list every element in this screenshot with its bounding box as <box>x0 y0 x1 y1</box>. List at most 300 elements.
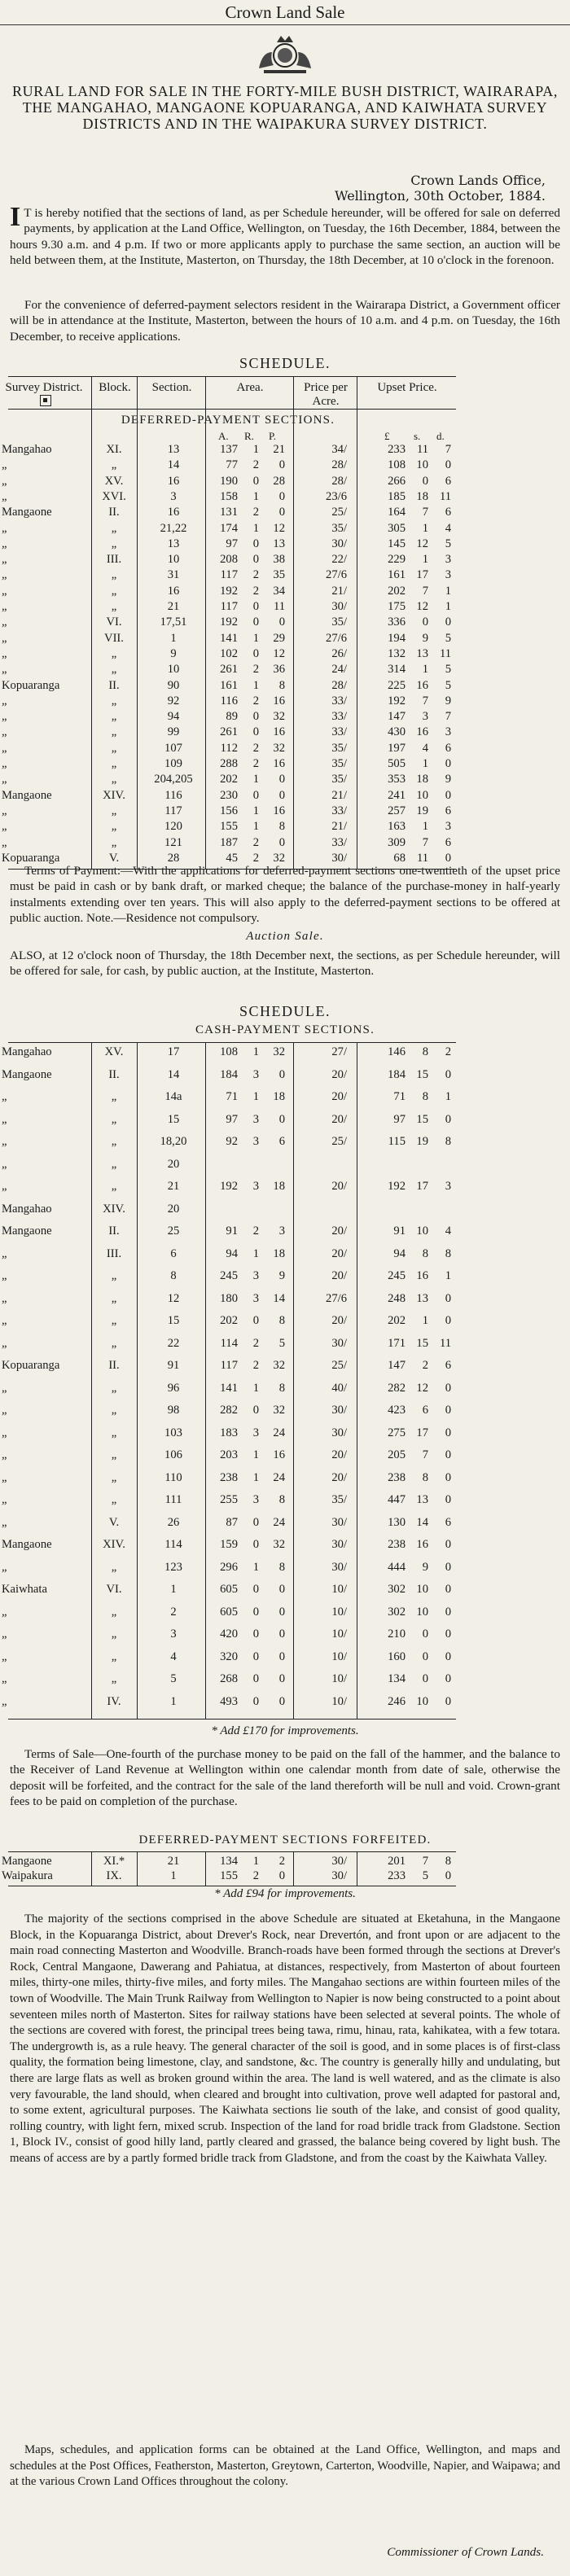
table-cell: 14 <box>273 1291 285 1305</box>
table-cell: 21 <box>167 1180 180 1193</box>
table-cell: „ <box>2 663 7 677</box>
table-row <box>0 694 570 708</box>
table-cell: 0 <box>252 646 259 660</box>
table-cell: „ <box>2 835 7 849</box>
table-cell: 30/ <box>331 1855 347 1868</box>
table-cell: 3 <box>445 1180 451 1193</box>
table-cell: „ <box>2 725 7 739</box>
table-cell: 13 <box>416 1493 428 1506</box>
table-cell: 1 <box>170 1583 177 1596</box>
table-row <box>0 1158 570 1172</box>
table-cell: 1 <box>422 757 428 770</box>
table-cell: 336 <box>388 616 406 629</box>
table-row <box>0 553 570 567</box>
table-cell: 6 <box>445 506 451 519</box>
table-row <box>0 1090 570 1104</box>
table-cell: V. <box>108 851 120 865</box>
table-cell: „ <box>2 773 7 786</box>
table-cell: 5 <box>445 631 451 645</box>
table-cell: 493 <box>220 1694 238 1708</box>
table-cell: 171 <box>388 1336 406 1350</box>
table-cell: 17 <box>167 1045 180 1058</box>
table-cell: 161 <box>220 678 238 692</box>
unit-label: d. <box>436 430 445 442</box>
table-cell: „ <box>2 710 7 724</box>
table-cell: 6 <box>445 1515 451 1529</box>
unit-label: A. <box>218 430 229 442</box>
table-cell: 8 <box>422 1045 428 1058</box>
table-cell: 203 <box>220 1448 238 1461</box>
table-cell: „ <box>111 521 117 535</box>
column-divider <box>91 1851 92 1886</box>
table-cell: 32 <box>273 851 285 865</box>
table-cell: 2 <box>252 568 259 582</box>
table-cell: 210 <box>388 1628 406 1641</box>
advert-headline: RURAL LAND FOR SALE IN THE FORTY-MILE BUSH DISTRICT, WAIRARAPA, THE MANGAHAO, MANGAONE KOPUARANGA, AND KAIWHATA SURVEY DISTRICTS AND IN THE WAIPAKURA SURVEY DISTRICT. <box>12 83 558 132</box>
table-cell: 8 <box>278 678 285 692</box>
table-row <box>0 663 570 677</box>
table-cell: 12 <box>273 521 285 535</box>
table-cell: „ <box>111 1336 117 1350</box>
table-cell: 309 <box>388 835 406 849</box>
table-row <box>0 616 570 629</box>
table-cell: „ <box>2 1672 7 1685</box>
table-cell: 116 <box>220 694 238 708</box>
table-cell: 3 <box>252 1112 259 1126</box>
table-cell: 6 <box>445 741 451 755</box>
table-cell: 0 <box>252 1672 259 1685</box>
table-row <box>0 1180 570 1194</box>
table-cell: XV. <box>104 1045 124 1058</box>
column-divider <box>91 376 92 869</box>
table-cell: 99 <box>167 725 180 739</box>
table-cell: 8 <box>422 1246 428 1260</box>
table-cell: 5 <box>422 1869 428 1882</box>
table-cell: 24 <box>273 1515 285 1529</box>
table-row <box>0 1045 570 1059</box>
table-cell: „ <box>111 710 117 724</box>
table-cell: 10/ <box>331 1694 347 1708</box>
table-cell: 19 <box>416 804 428 817</box>
table-cell: 32 <box>273 1538 285 1551</box>
table-cell: „ <box>2 741 7 755</box>
table-cell: 0 <box>278 1694 285 1708</box>
table-cell: 114 <box>164 1538 182 1551</box>
table-cell: 10/ <box>331 1672 347 1685</box>
table-cell: 147 <box>388 710 406 724</box>
table-cell: 18 <box>273 1246 285 1260</box>
table-cell: 20/ <box>331 1224 347 1238</box>
table-cell: „ <box>2 1426 7 1439</box>
table-cell: 1 <box>252 1470 259 1484</box>
table-cell: 1 <box>252 678 259 692</box>
table-cell: 447 <box>388 1493 406 1506</box>
table-cell: Kopuaranga <box>2 678 60 692</box>
table-cell: 0 <box>445 1112 451 1126</box>
table-cell: 7 <box>422 1855 428 1868</box>
table-cell: 9 <box>278 1269 285 1282</box>
table-cell: 20/ <box>331 1448 347 1461</box>
table-cell: 108 <box>388 458 406 472</box>
table-cell: 275 <box>388 1426 406 1439</box>
office-name: Crown Lands Office, <box>410 173 546 188</box>
table-cell: 2 <box>445 1045 451 1058</box>
table-cell: 32 <box>273 710 285 724</box>
table-cell: 116 <box>164 788 182 802</box>
table-cell: 13 <box>416 646 428 660</box>
table-cell: 0 <box>252 1583 259 1596</box>
table-cell: „ <box>111 1090 117 1103</box>
table-cell: 1 <box>422 521 428 535</box>
table-cell: 1 <box>252 1855 259 1868</box>
table-cell: „ <box>111 1180 117 1193</box>
table-cell: 314 <box>388 663 406 677</box>
table-cell: 11 <box>416 851 428 865</box>
table-cell: 33/ <box>331 710 347 724</box>
table-cell: 1 <box>422 663 428 677</box>
table-cell: 102 <box>220 646 238 660</box>
table-cell: „ <box>2 1515 7 1529</box>
table-cell: 16 <box>167 584 180 598</box>
table-cell: 0 <box>445 851 451 865</box>
table-cell: 161 <box>388 568 406 582</box>
table-row <box>0 1650 570 1664</box>
table-cell: „ <box>2 474 7 488</box>
table-cell: 28 <box>167 851 180 865</box>
table-cell: „ <box>111 1560 117 1574</box>
table-cell: „ <box>111 1448 117 1461</box>
table-cell: 192 <box>220 1180 238 1193</box>
table-cell: 6 <box>445 1359 451 1372</box>
table-cell: 92 <box>167 694 180 708</box>
table-cell: 257 <box>388 804 406 817</box>
table-cell: 197 <box>388 741 406 755</box>
table-cell: 184 <box>220 1067 238 1081</box>
table-cell: 35/ <box>331 1493 347 1506</box>
table-cell: 0 <box>278 1112 285 1126</box>
table-cell: 8 <box>278 1381 285 1395</box>
unit-label: R. <box>244 430 254 442</box>
table-row <box>0 804 570 818</box>
table-row <box>0 458 570 472</box>
table-cell: 112 <box>220 741 238 755</box>
table-cell: „ <box>111 584 117 598</box>
table-row <box>0 1516 570 1530</box>
table-cell: 137 <box>220 443 238 456</box>
table-row <box>0 1113 570 1127</box>
table-cell: 114 <box>220 1336 238 1350</box>
table-cell: 0 <box>422 474 428 488</box>
table-cell: 245 <box>388 1269 406 1282</box>
table-cell: 14 <box>167 1067 180 1081</box>
table-cell: II. <box>108 1359 120 1372</box>
table-row <box>0 647 570 661</box>
table-cell: 20/ <box>331 1112 347 1126</box>
intro-text: T is hereby notified that the sections of land, as per Schedule hereunder, will be offered for sale on deferred payments, by application at the Land Office, Wellington, on Tuesday, the 16th December, 1884, between the hours 9.30 a.m. and 4 p.m. If two or more applicants apply to purchase the same section, an auction will be held between them, at the Institute, Masterton, on Thursday, the 18th December, at 10 o'clock in the forenoon. <box>10 206 560 267</box>
table-cell: 241 <box>388 788 406 802</box>
table-cell: 15 <box>167 1314 180 1327</box>
table-cell: 238 <box>220 1470 238 1484</box>
table-cell: 16 <box>167 474 180 488</box>
table-cell: 3 <box>252 1493 259 1506</box>
table-cell: „ <box>2 1628 7 1641</box>
table-cell: „ <box>111 1493 117 1506</box>
table-cell: 24 <box>273 1470 285 1484</box>
table-cell: 27/6 <box>326 631 347 645</box>
table-cell: XIV. <box>103 1202 125 1216</box>
column-divider <box>205 1042 206 1719</box>
table-cell: III. <box>106 553 122 567</box>
table-cell: „ <box>2 694 7 708</box>
table-cell: „ <box>2 757 7 770</box>
table-cell: 0 <box>278 773 285 786</box>
table-cell: 97 <box>393 1112 406 1126</box>
table-cell: „ <box>111 804 117 817</box>
table-cell: Mangaone <box>2 1067 52 1081</box>
table-cell: 10 <box>416 1605 428 1619</box>
table-cell: 201 <box>388 1855 406 1868</box>
auction-text: ALSO, at 12 o'clock noon of Thursday, the 18th December next, the sections, as per Schedule hereunder, will be offered for sale, for cash, by public auction, at the Institute, Masterton. <box>10 948 560 979</box>
table-cell: 2 <box>252 694 259 708</box>
table-cell: 130 <box>388 1515 406 1529</box>
table-cell: 106 <box>164 1448 182 1461</box>
box-icon <box>40 395 51 406</box>
table-cell: 0 <box>422 1649 428 1663</box>
table-cell: 0 <box>278 835 285 849</box>
table-cell: 12 <box>416 537 428 550</box>
table-row <box>0 632 570 646</box>
table-cell: „ <box>111 600 117 613</box>
table-cell: 2 <box>252 1869 259 1882</box>
table-cell: Mangaone <box>2 1855 52 1868</box>
table-cell: 36 <box>273 663 285 677</box>
table-cell: 0 <box>278 1583 285 1596</box>
table-cell: „ <box>111 1112 117 1126</box>
table-cell: 32 <box>273 1045 285 1058</box>
table-cell: 30/ <box>331 1404 347 1417</box>
table-cell: 35/ <box>331 757 347 770</box>
table-cell: 117 <box>220 600 238 613</box>
table-cell: 2 <box>170 1605 177 1619</box>
table-cell: 0 <box>445 1538 451 1551</box>
table-cell: 97 <box>226 537 238 550</box>
table-row <box>0 1471 570 1485</box>
table-cell: 208 <box>220 553 238 567</box>
table-cell: 0 <box>278 1067 285 1081</box>
table-cell: 22/ <box>331 553 347 567</box>
table-cell: 2 <box>252 506 259 519</box>
dropcap: I <box>10 202 21 232</box>
table-cell: 155 <box>220 820 238 834</box>
column-divider <box>137 376 138 869</box>
table-row <box>0 742 570 756</box>
table-cell: 1 <box>422 820 428 834</box>
table-cell: IV. <box>107 1694 121 1708</box>
table-cell: 1 <box>445 584 451 598</box>
table-cell: 159 <box>220 1538 238 1551</box>
table-cell: 8 <box>445 1135 451 1148</box>
table-cell: Mangahao <box>2 1045 52 1058</box>
table-cell: „ <box>111 694 117 708</box>
table-row <box>0 1314 570 1328</box>
table-row <box>0 443 570 457</box>
table-cell: „ <box>2 458 7 472</box>
table-cell: „ <box>2 1090 7 1103</box>
table-cell: 4 <box>422 741 428 755</box>
table-cell: 35/ <box>331 616 347 629</box>
table-cell: 0 <box>445 1404 451 1417</box>
table-cell: 25 <box>167 1224 180 1238</box>
table-cell: „ <box>111 1672 117 1685</box>
table-cell: 423 <box>388 1404 406 1417</box>
header-section: Section. <box>151 381 192 394</box>
table-cell: 1 <box>252 1246 259 1260</box>
table-cell: 33/ <box>331 835 347 849</box>
table-cell: 71 <box>226 1090 238 1103</box>
table-cell: 2 <box>252 1336 259 1350</box>
table-cell: 17 <box>416 1426 428 1439</box>
table-cell: „ <box>111 835 117 849</box>
table-row <box>0 1538 570 1552</box>
table-cell: 0 <box>445 1583 451 1596</box>
table-cell: 17,51 <box>160 616 187 629</box>
table-cell: 132 <box>388 646 406 660</box>
table-cell: 121 <box>164 835 182 849</box>
table-cell: 202 <box>388 584 406 598</box>
table-cell: 16 <box>273 1448 285 1461</box>
table-cell: 305 <box>388 521 406 535</box>
table-cell: XIV. <box>103 1538 125 1551</box>
table-cell: 14 <box>416 1515 428 1529</box>
table-cell: II. <box>108 1224 120 1238</box>
table-cell: 16 <box>416 725 428 739</box>
table-cell: 505 <box>388 757 406 770</box>
maps-paragraph: Maps, schedules, and application forms can be obtained at the Land Office, Wellington, and maps and schedules at the Post Offices, Featherston, Masterton, Greytown, Carterton, Woodville, Napier, and Waipawa; and at the various Crown Land Offices throughout the colony. <box>10 2443 560 2489</box>
table-cell: 2 <box>252 757 259 770</box>
table-cell: 12 <box>273 646 285 660</box>
table-cell: 12 <box>167 1291 180 1305</box>
table-cell: „ <box>2 600 7 613</box>
table-cell: „ <box>111 1381 117 1395</box>
table-row <box>0 1337 570 1351</box>
cash-sections-title: CASH-PAYMENT SECTIONS. <box>195 1023 375 1036</box>
column-divider <box>293 1851 294 1886</box>
table-cell: 8 <box>278 1560 285 1574</box>
table-cell: 0 <box>252 1605 259 1619</box>
table-cell: 146 <box>388 1045 406 1058</box>
table-cell: V. <box>108 1515 120 1529</box>
table-cell: 16 <box>273 725 285 739</box>
table-cell: 0 <box>278 1605 285 1619</box>
table-cell: „ <box>2 1157 7 1171</box>
table-cell: 1 <box>252 1045 259 1058</box>
table-cell: „ <box>111 1135 117 1148</box>
table-cell: 5 <box>445 678 451 692</box>
table-cell: 268 <box>220 1672 238 1685</box>
table-cell: 18 <box>416 773 428 786</box>
table-cell: 9 <box>170 646 177 660</box>
table-cell: 0 <box>252 725 259 739</box>
table-cell: 28/ <box>331 474 347 488</box>
table-cell: 13 <box>167 537 180 550</box>
table-cell: 1 <box>170 631 177 645</box>
table-cell: 8 <box>170 1269 177 1282</box>
table-cell: 3 <box>252 1426 259 1439</box>
table-cell: „ <box>2 820 7 834</box>
table-row <box>0 1628 570 1641</box>
table-cell: 156 <box>220 804 238 817</box>
table-cell: 163 <box>388 820 406 834</box>
table-cell: 33/ <box>331 725 347 739</box>
table-cell: 11 <box>273 600 285 613</box>
closing-description: The majority of the sections comprised in the above Schedule are situated at Eketahuna, in the Mangaone Block, in the Kopuaranga District, about Drever's Rock, near Drevertón, and front upon or are adjacent to the main road connecting Masterton and Woodville. Branch-roads have been formed through the sections at Drever's Rock, Central Mangaone, Dawerang and Pahiatua, at distances, respectively, from Masterton of about fourteen miles, thirty-one miles, thirty-five miles, and forty miles. The Mangahao sections are within fourteen miles of the town of Woodville. The Main Trunk Railway from Wellington to Napier is now being constructed to a point about seventeen miles north of Masterton. Sites for railway stations have been selected at several points. The whole of the sections are covered with forest, the principal trees being tawa, rimu, hinau, rata, kahikatea, with a few totara. The undergrowth is, as a rule heavy. The general character of the soil is good, and in some places is of first-class quality, the formation being limestone, clay, and sandstone, &c. The country is generally hilly and undulating, but there are large flats as well as broken ground within the area. The land is well watered, and as the climate is also very favourable, the land should, when cleared and brought into cultivation, prove well adapted for pastoral and, to some extent, agricultural purposes. The Kaiwhata sections lie south of the lake, and consist of good quality, rolling country, with light fern, mixed scrub. Inspection of the land for road bridle track from Gladstone. Section 1, Block IV., consist of good hilly land, partly cleared and grassed, the balance being covered by light bush. The means of access are by a partly formed bridle track from Gladstone, and from the coast by the Kaiwhata Valley. <box>10 1912 560 2165</box>
table-cell: VI. <box>106 616 122 629</box>
table-row <box>0 1583 570 1597</box>
table-cell: „ <box>2 646 7 660</box>
table-cell: 21,22 <box>160 521 187 535</box>
table-cell: „ <box>2 521 7 535</box>
table-cell: 8 <box>278 820 285 834</box>
table-cell: 10 <box>167 663 180 677</box>
table-cell: 68 <box>393 851 406 865</box>
schedule-title: SCHEDULE. <box>239 355 331 371</box>
table-cell: 185 <box>388 489 406 503</box>
table-row <box>0 725 570 739</box>
rule <box>8 1851 456 1852</box>
table-cell: 20/ <box>331 1090 347 1103</box>
table-row <box>0 1382 570 1395</box>
table-row <box>0 1869 570 1883</box>
table-cell: 94 <box>226 1246 238 1260</box>
table-cell: „ <box>111 725 117 739</box>
table-cell: 30/ <box>331 537 347 550</box>
table-cell: 25/ <box>331 1135 347 1148</box>
table-cell: 0 <box>445 1605 451 1619</box>
table-cell: 20/ <box>331 1470 347 1484</box>
table-cell: 117 <box>220 1359 238 1372</box>
table-cell: 30/ <box>331 600 347 613</box>
table-cell: 1 <box>252 1448 259 1461</box>
table-cell: XV. <box>104 474 124 488</box>
table-cell: 15 <box>416 1336 428 1350</box>
table-cell: 155 <box>220 1869 238 1882</box>
table-cell: 111 <box>164 1493 182 1506</box>
table-cell: 194 <box>388 631 406 645</box>
table-cell: 605 <box>220 1605 238 1619</box>
column-divider <box>137 1042 138 1719</box>
intro-paragraph-2: For the convenience of deferred-payment selectors resident in the Wairarapa District, a Government officer will be in attendance at the Institute, Masterton, between the hours of 10 a.m. and 4 p.m. on Tuesday, the 16th December, to receive applications. <box>10 298 560 344</box>
office-block <box>335 173 546 204</box>
table-cell: 21 <box>167 1855 180 1868</box>
table-cell: 7 <box>445 443 451 456</box>
table-cell: 0 <box>445 458 451 472</box>
table-cell: 0 <box>278 1628 285 1641</box>
table-row <box>0 789 570 803</box>
table-cell: „ <box>111 1605 117 1619</box>
table-cell: 0 <box>252 553 259 567</box>
table-cell: 34/ <box>331 443 347 456</box>
table-cell: 21/ <box>331 820 347 834</box>
table-cell: 141 <box>220 1381 238 1395</box>
table-cell: 7 <box>422 835 428 849</box>
table-cell: XIV. <box>103 788 125 802</box>
table-cell: 3 <box>445 820 451 834</box>
table-cell: 13 <box>416 1291 428 1305</box>
table-cell: „ <box>2 1246 7 1260</box>
table-cell: 0 <box>422 616 428 629</box>
table-cell: 134 <box>388 1672 406 1685</box>
table-row <box>0 1224 570 1238</box>
